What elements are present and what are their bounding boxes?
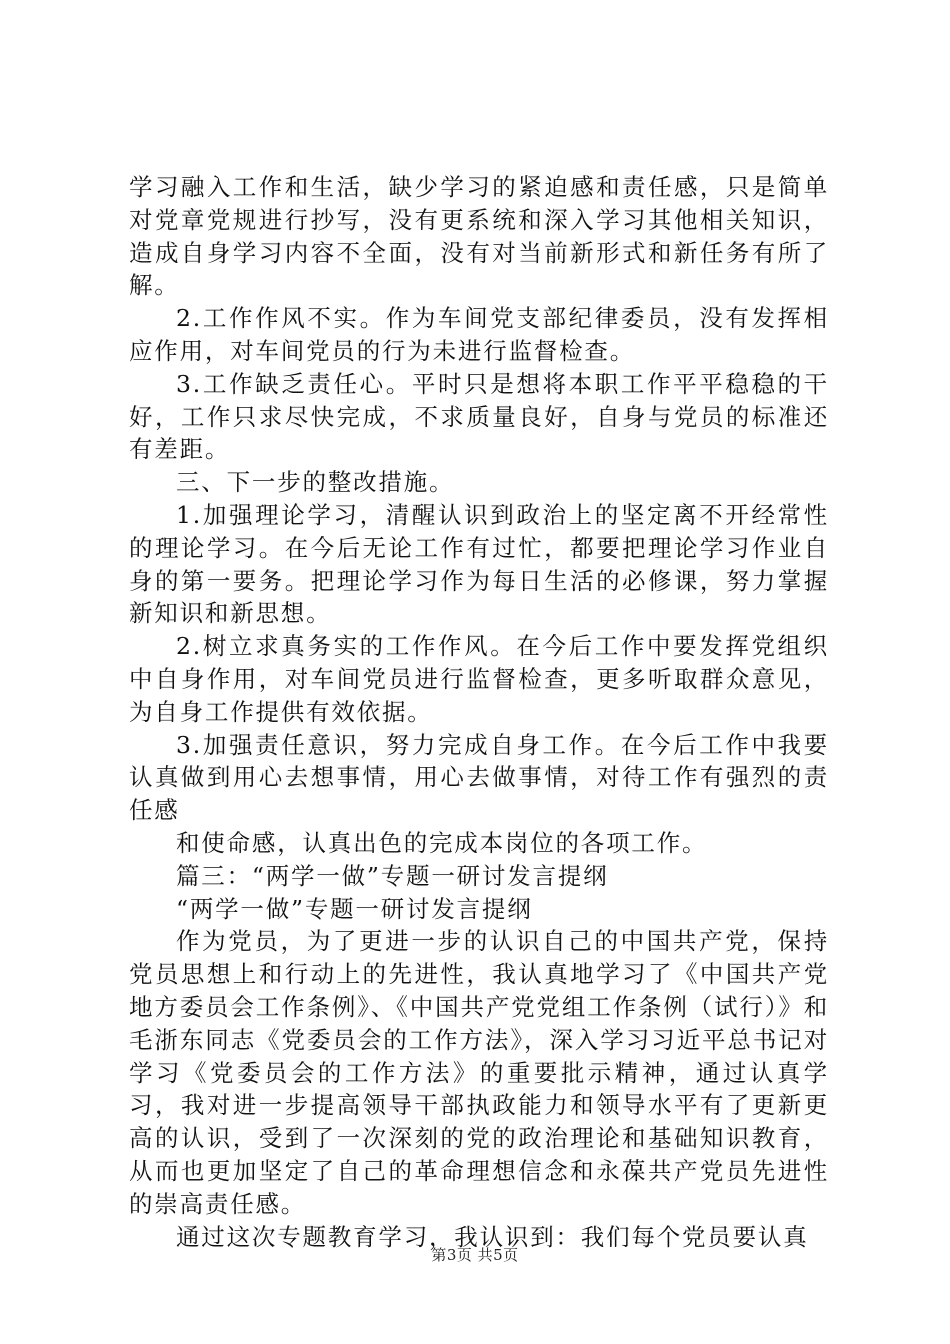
paragraph-measure-1: 1.加强理论学习，清醒认识到政治上的坚定离不开经常性的理论学习。在今后无论工作有过忙，都要把理论学习作业自身的第一要务。把理论学习作为每日生活的必修课，努力掌握新知识和新思想。	[129, 500, 829, 628]
document-body	[129, 171, 829, 1253]
paragraph-measure-2: 2.树立求真务实的工作作风。在今后工作中要发挥党组织中自身作用，对车间党员进行监督检查，更多听取群众意见，为自身工作提供有效依据。	[129, 632, 829, 726]
paragraph-item-2-work-style: 2.工作作风不实。作为车间党支部纪律委员，没有发挥相应作用，对车间党员的行为未进行监督检查。	[129, 304, 829, 365]
chapter-subtitle: “两学一做”专题一研讨发言提纲	[176, 894, 533, 923]
paragraph-intro: 作为党员，为了更进一步的认识自己的中国共产党，保持党员思想上和行动上的先进性，我认真地学习了《中国共产党地方委员会工作条例》、《中国共产党党组工作条例（试行）》和毛浙东同志《党委员会的工作方法》，深入学习习近平总书记对学习《党委员会的工作方法》的重要批示精神，通过认真学习，我对进一步提高领导干部执政能力和领导水平有了更新更高的认识，受到了一次深刻的党的政治理论和基础知识教育，从而也更加坚定了自己的革命理想信念和永葆共产党员先进性的崇高责任感。	[129, 927, 829, 1218]
section-heading-rectification: 三、下一步的整改措施。	[176, 468, 455, 497]
paragraph-closing: 通过这次专题教育学习，我认识到：我们每个党员要认真	[176, 1222, 809, 1251]
page-number-footer: 第3页 共5页	[431, 1246, 519, 1264]
paragraph-item-3-responsibility: 3.工作缺乏责任心。平时只是想将本职工作平平稳稳的干好，工作只求尽快完成，不求质量良好，自身与党员的标准还有差距。	[129, 369, 829, 464]
paragraph-measure-3-continued: 和使命感，认真出色的完成本岗位的各项工作。	[176, 828, 708, 857]
paragraph-measure-3: 3.加强责任意识，努力完成自身工作。在今后工作中我要认真做到用心去想事情，用心去做事情，对待工作有强烈的责任感	[129, 730, 829, 825]
paragraph-continued: 学习融入工作和生活，缺少学习的紧迫感和责任感，只是简单对党章党规进行抄写，没有更系统和深入学习其他相关知识，造成自身学习内容不全面，没有对当前新形式和新任务有所了解。	[129, 173, 829, 300]
chapter-heading: 篇三：“两学一做”专题一研讨发言提纲	[176, 861, 609, 890]
